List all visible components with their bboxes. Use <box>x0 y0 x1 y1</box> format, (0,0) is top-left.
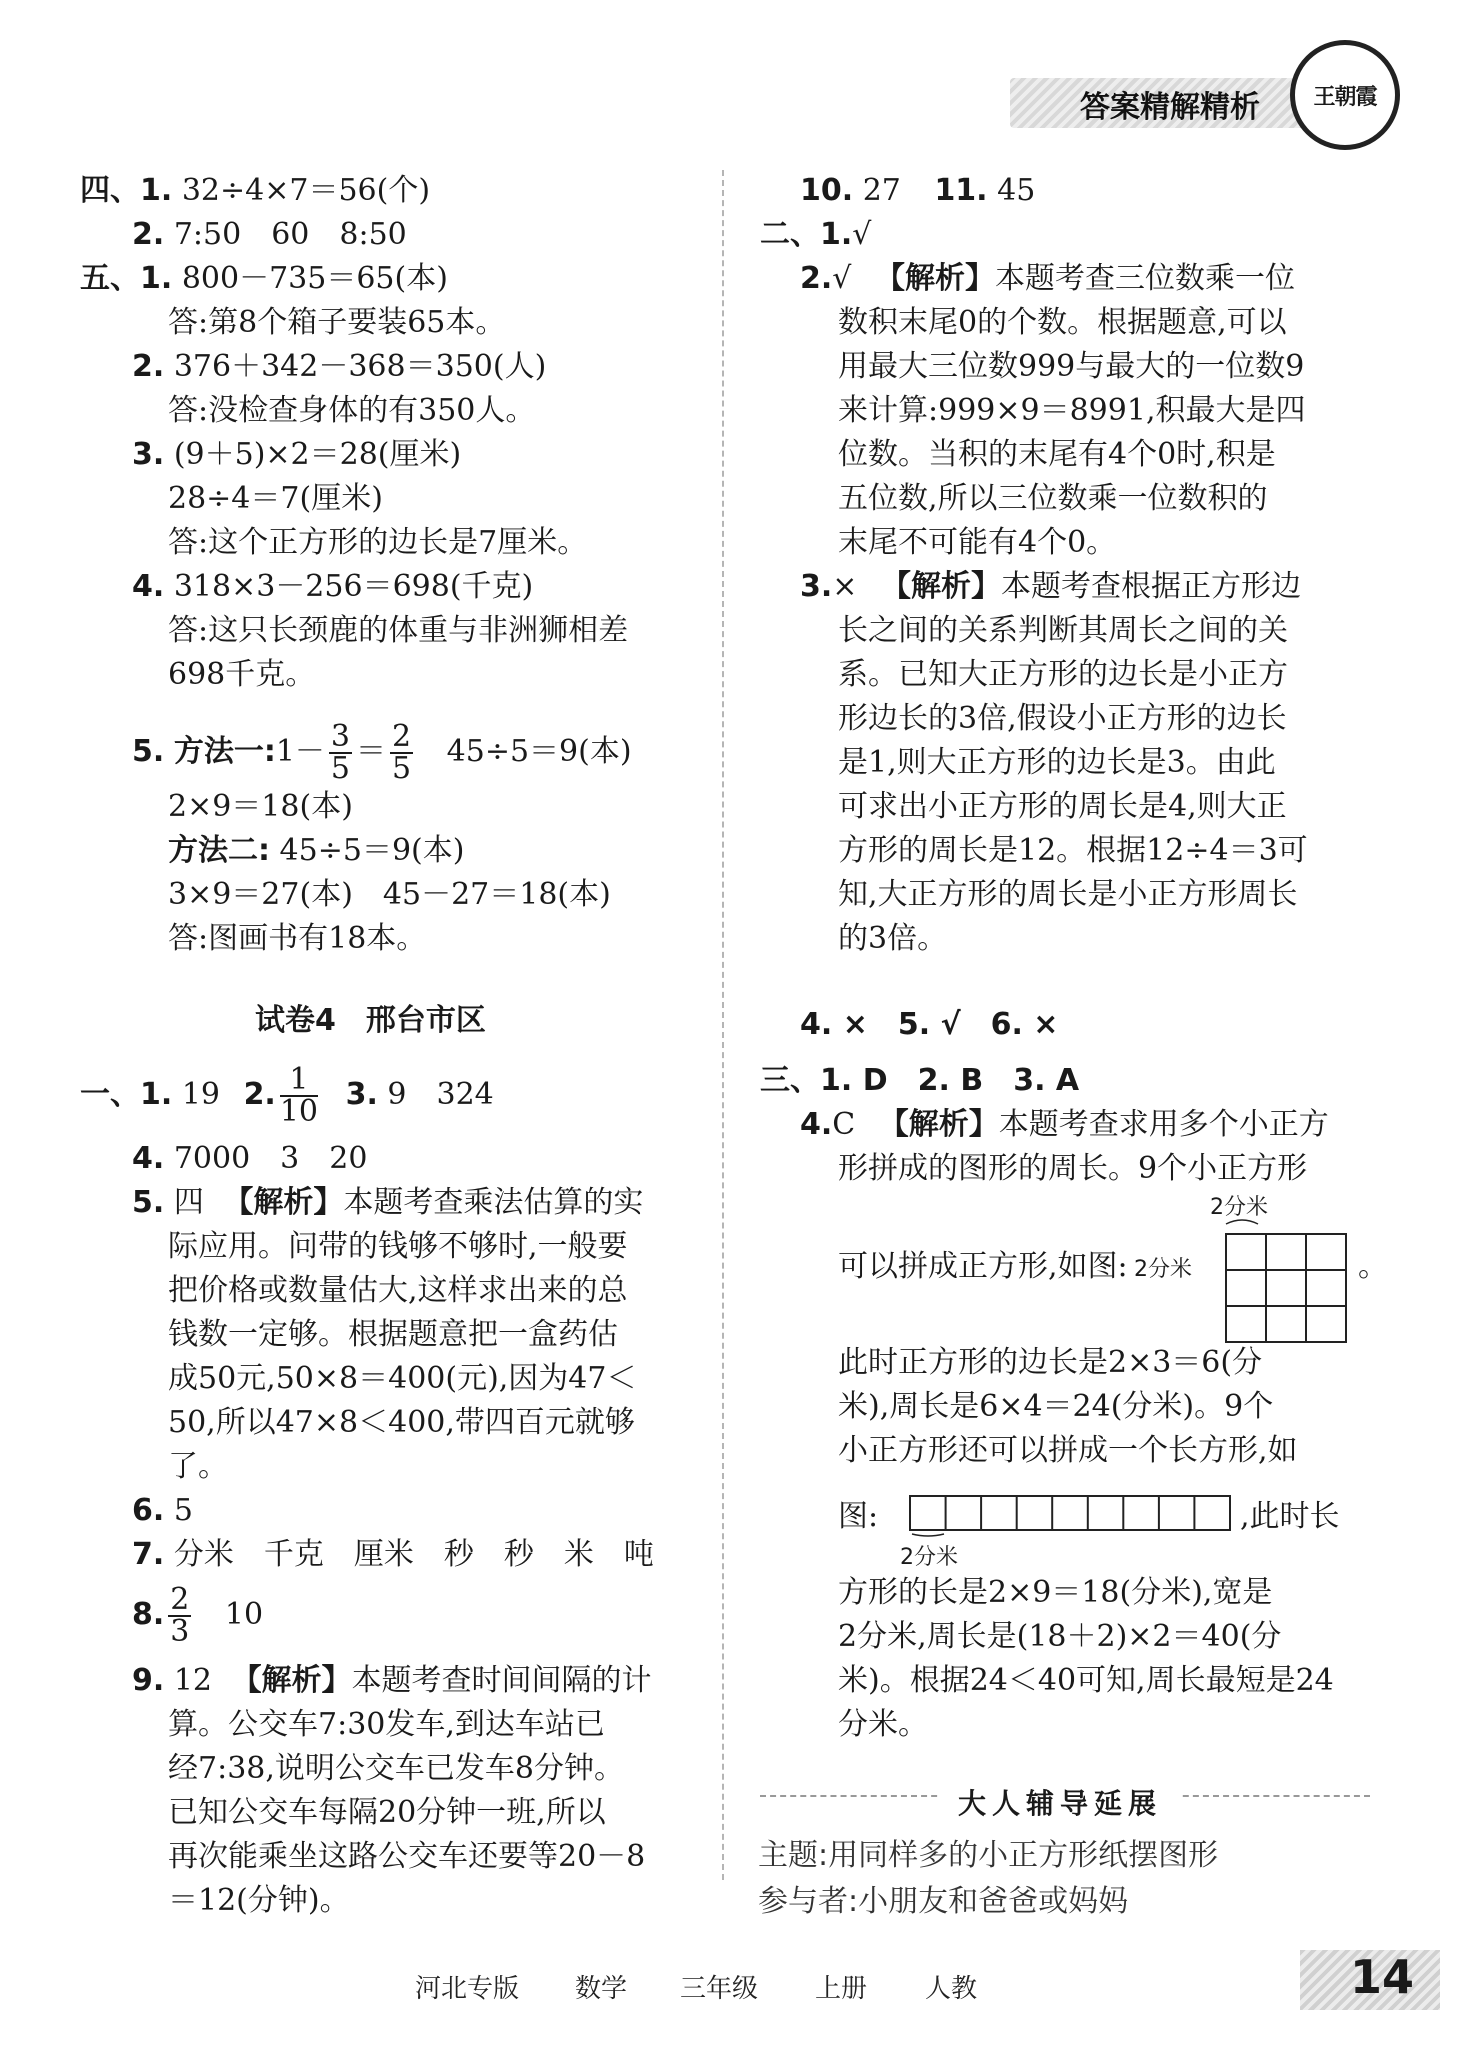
answer-line: 分米。 <box>838 1707 928 1742</box>
method-label: 方法一: <box>173 734 276 769</box>
analysis-tag: 【解析】 <box>223 1185 344 1220</box>
answer-line: 来计算:999×9＝8991,积最大是四 <box>838 393 1306 428</box>
answer-line: 答:第8个箱子要装65本。 <box>168 305 506 340</box>
item-number: 3. <box>132 437 165 472</box>
answer-line: 答:图画书有18本。 <box>168 921 427 956</box>
answer-text: 5 <box>173 1493 193 1528</box>
answer-line: 形拼成的图形的周长。9个小正方形 <box>838 1151 1308 1186</box>
answer-text: 分米 千克 厘米 秒 秒 米 吨 <box>173 1537 654 1572</box>
item-number: 1. <box>140 173 173 208</box>
answer-line: 末尾不可能有4个0。 <box>838 525 1117 560</box>
section-number: 二、 <box>760 217 820 252</box>
answer-line: 小正方形还可以拼成一个长方形,如 <box>838 1433 1298 1468</box>
answer-text: ,此时长 <box>1240 1499 1340 1534</box>
answer-line: 位数。当积的末尾有4个0时,积是 <box>838 437 1276 472</box>
method-label: 方法二: <box>168 833 270 868</box>
answer-line: 32÷4×7＝56(个) <box>181 173 431 208</box>
answer-line: 米),周长是6×4＝24(分米)。9个 <box>838 1389 1274 1424</box>
header-title: 答案精解精析 <box>1080 90 1260 125</box>
item-number: 10. <box>800 173 854 208</box>
extension-participants: 参与者:小朋友和爸爸或妈妈 <box>758 1884 1129 1919</box>
footer-term: 上册 <box>815 1974 868 2004</box>
answer-line: 算。公交车7:30发车,到达车站已 <box>168 1707 605 1742</box>
answer-text: √ <box>852 217 872 252</box>
answer-line: 长之间的关系判断其周长之间的关 <box>838 613 1288 648</box>
extension-topic: 主题:用同样多的小正方形纸摆图形 <box>758 1838 1219 1873</box>
answer-text: 本题考查根据正方形边 <box>1000 569 1301 604</box>
answer-text: 本题考查乘法估算的实 <box>343 1185 644 1220</box>
section-number: 五、 <box>80 261 140 296</box>
fraction-denominator: 5 <box>392 751 412 786</box>
section-title: 试卷4 邢台市区 <box>255 1003 486 1038</box>
answer-line: 可求出小正方形的周长是4,则大正 <box>838 789 1287 824</box>
answer-line: (9＋5)×2＝28(厘米) <box>173 437 462 472</box>
fraction-denominator: 5 <box>330 751 351 786</box>
fraction <box>168 1582 191 1649</box>
item-number: 2. <box>132 217 165 252</box>
answer-line: 2分米,周长是(18＋2)×2＝40(分 <box>838 1619 1282 1654</box>
answer-text: 27 <box>862 173 901 208</box>
fraction-numerator: 3 <box>330 719 351 754</box>
footer-publisher: 人教 <box>925 1974 978 2004</box>
answer-line: ＝12(分钟)。 <box>168 1883 350 1918</box>
answer-text: 。 <box>1358 1249 1388 1284</box>
item-number: 1. <box>140 1077 173 1112</box>
answer-text: 9 324 <box>387 1077 494 1112</box>
section-number: 四、 <box>80 173 140 208</box>
answer-line: 318×3－256＝698(千克) <box>173 569 534 604</box>
answer-line: 了。 <box>168 1449 228 1484</box>
answer-line: 答:这只长颈鹿的体重与非洲狮相差 <box>168 613 629 648</box>
answer-line: 4. × 5. √ 6. × <box>800 1007 1059 1042</box>
item-number: 3. <box>345 1077 378 1112</box>
fraction <box>390 719 413 786</box>
fraction-denominator: 10 <box>279 1094 319 1129</box>
answer-line: 答:这个正方形的边长是7厘米。 <box>168 525 588 560</box>
column-divider <box>722 170 724 1880</box>
answer-line: 成50元,50×8＝400(元),因为47＜ <box>168 1361 637 1396</box>
answer-line: 376＋342－368＝350(人) <box>173 349 547 384</box>
fraction-numerator: 1 <box>280 1065 318 1097</box>
item-number: 5. <box>132 734 165 769</box>
item-number: 4. <box>132 1141 165 1176</box>
item-number: 2. <box>243 1077 276 1112</box>
answer-text: 本题考查时间间隔的计 <box>351 1663 652 1698</box>
answer-line: 用最大三位数999与最大的一位数9 <box>838 349 1305 384</box>
item-number: 4. <box>800 1107 833 1142</box>
answer-line: 把价格或数量估大,这样求出来的总 <box>168 1273 628 1308</box>
answer-line: 800－735＝65(本) <box>181 261 448 296</box>
grid-top-label: 2分米 <box>1210 1195 1268 1220</box>
answer-text: 45÷5＝9(本) <box>446 734 632 769</box>
item-number: 7. <box>132 1537 165 1572</box>
answer-line: 知,大正方形的周长是小正方形周长 <box>838 877 1298 912</box>
answer-line: 2×9＝18(本) <box>168 789 353 824</box>
answer-text: 本题考查求用多个小正方 <box>998 1107 1329 1142</box>
answer-text: 可以拼成正方形,如图: <box>838 1249 1128 1284</box>
item-number: 1. <box>820 217 853 252</box>
item-number: 4. <box>132 569 165 604</box>
extension-title: 大人辅导延展 <box>940 1780 1180 1824</box>
answer-text: 10 <box>224 1597 264 1632</box>
rectangle-strip-figure <box>908 1494 1234 1538</box>
answer-text: 12 <box>173 1663 213 1698</box>
square-grid-figure <box>1222 1214 1350 1344</box>
fraction-denominator: 3 <box>170 1614 190 1649</box>
item-number: 11. <box>934 173 988 208</box>
item-number: 2. <box>800 261 833 296</box>
grid-left-label: 2分米 <box>1134 1257 1192 1282</box>
fraction <box>279 1062 319 1129</box>
answer-line: 五位数,所以三位数乘一位数积的 <box>838 481 1268 516</box>
answer-line: 方形的周长是12。根据12÷4＝3可 <box>838 833 1308 868</box>
answer-line: 米)。根据24＜40可知,周长最短是24 <box>838 1663 1334 1698</box>
section-number: 三、 <box>760 1063 820 1098</box>
answer-line: 50,所以47×8＜400,带四百元就够 <box>168 1405 635 1440</box>
logo-text: 王朝霞 <box>1313 83 1377 110</box>
item-number: 2. <box>132 349 165 384</box>
answer-text: C <box>832 1107 856 1142</box>
answer-text: 45 <box>997 173 1036 208</box>
answer-line: 7000 3 20 <box>173 1141 368 1176</box>
page-number: 14 <box>1350 1950 1415 2004</box>
analysis-tag: 【解析】 <box>880 569 1001 604</box>
answer-line: 7:50 60 8:50 <box>173 217 407 252</box>
answer-line: 方形的长是2×9＝18(分米),宽是 <box>838 1575 1273 1610</box>
answer-text: 本题考查三位数乘一位 <box>994 261 1295 296</box>
answer-line: 形边长的3倍,假设小正方形的边长 <box>838 701 1287 736</box>
answer-line: 已知公交车每隔20分钟一班,所以 <box>168 1795 606 1830</box>
answer-text: 1. D 2. B 3. A <box>820 1063 1080 1098</box>
item-number: 6. <box>132 1493 165 1528</box>
footer-grade: 三年级 <box>680 1974 759 2004</box>
analysis-tag: 【解析】 <box>231 1663 352 1698</box>
answer-line: 是1,则大正方形的边长是3。由此 <box>838 745 1276 780</box>
answer-text: √ <box>832 261 852 296</box>
answer-line: 数积末尾0的个数。根据题意,可以 <box>838 305 1287 340</box>
answer-text: 图: <box>838 1499 879 1534</box>
section-number: 一、 <box>80 1077 140 1112</box>
answer-line: 经7:38,说明公交车已发车8分钟。 <box>168 1751 624 1786</box>
analysis-tag: 【解析】 <box>878 1107 999 1142</box>
fraction <box>329 719 352 786</box>
answer-line: 系。已知大正方形的边长是小正方 <box>838 657 1288 692</box>
answer-line: 的3倍。 <box>838 921 948 956</box>
answer-text: 19 <box>181 1077 221 1112</box>
item-number: 8. <box>132 1597 165 1632</box>
answer-text: 四 <box>173 1185 204 1220</box>
item-number: 3. <box>800 569 833 604</box>
answer-line: 3×9＝27(本) 45－27＝18(本) <box>168 877 611 912</box>
brand-logo <box>1290 40 1400 150</box>
answer-text: × <box>832 569 858 604</box>
fraction-numerator: 2 <box>170 1582 190 1617</box>
answer-line: 再次能乘坐这路公交车还要等20－8 <box>168 1839 646 1874</box>
answer-line: 钱数一定够。根据题意把一盒药估 <box>168 1317 618 1352</box>
answer-line: 698千克。 <box>168 657 316 692</box>
answer-text: 45÷5＝9(本) <box>279 833 465 868</box>
answer-line: 此时正方形的边长是2×3＝6(分 <box>838 1345 1263 1380</box>
answer-line: 际应用。问带的钱够不够时,一般要 <box>168 1229 628 1264</box>
footer-subject: 数学 <box>575 1974 628 2004</box>
item-number: 9. <box>132 1663 165 1698</box>
footer-edition: 河北专版 <box>415 1974 520 2004</box>
answer-line: 28÷4＝7(厘米) <box>168 481 383 516</box>
strip-label: 2分米 <box>900 1545 958 1570</box>
analysis-tag: 【解析】 <box>874 261 995 296</box>
answer-line: 答:没检查身体的有350人。 <box>168 393 536 428</box>
item-number: 1. <box>140 261 173 296</box>
item-number: 5. <box>132 1185 165 1220</box>
answer-text: 1－ <box>275 734 325 769</box>
fraction-numerator: 2 <box>392 719 412 754</box>
answer-text: ＝ <box>356 734 387 769</box>
